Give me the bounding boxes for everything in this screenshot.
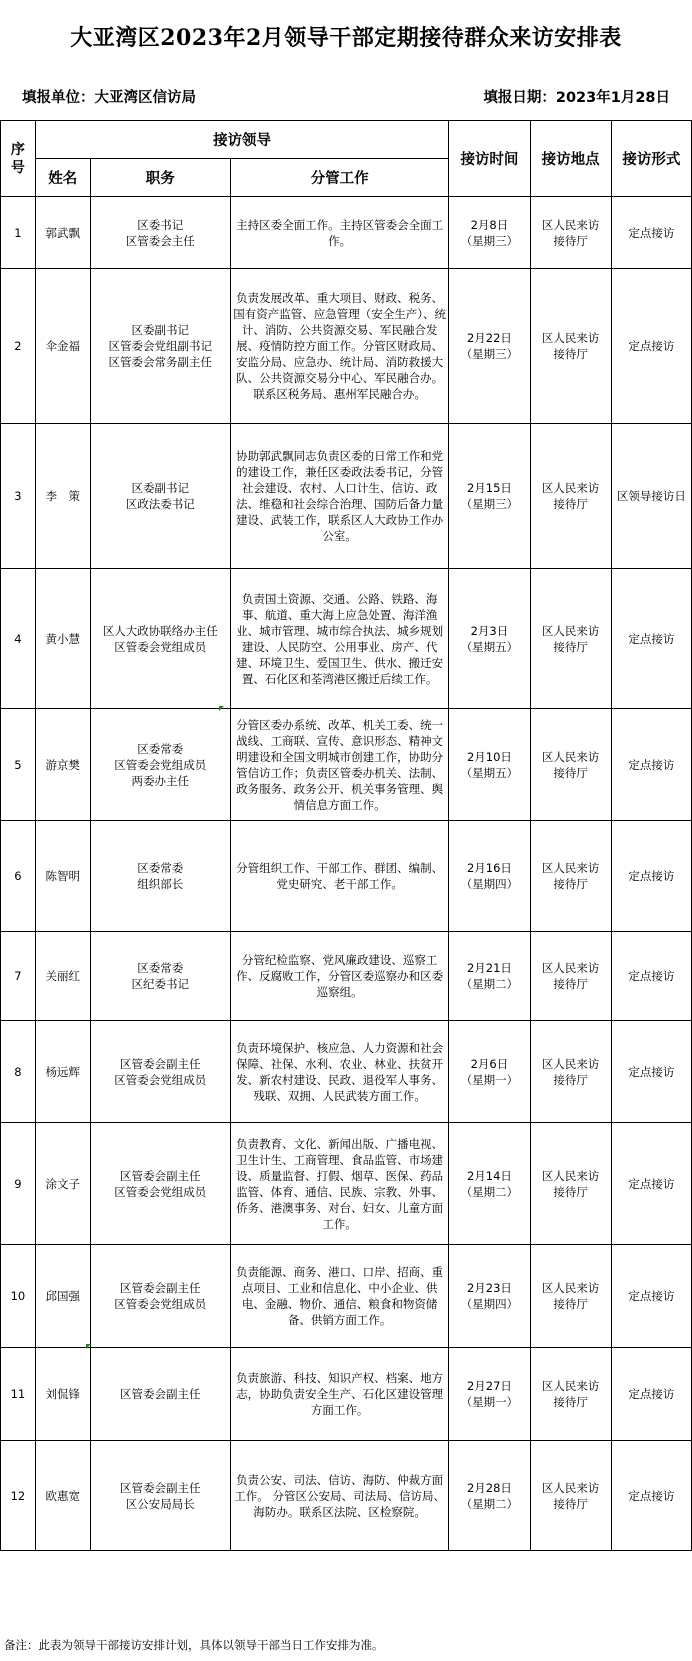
place-line: 区人民来访 [541,217,600,232]
cell-name: 杨远辉 [35,1021,90,1123]
cell-date [449,569,530,709]
header-time: 接访时间 [449,121,530,197]
visit-date: 2月14日 [466,1168,512,1183]
visit-date: 2月10日 [466,749,512,764]
cell-seq: 5 [1,709,36,821]
position-line: 区政法委书记 [125,497,195,511]
position-line: 区委副书记 [131,481,190,495]
cell-date [449,932,530,1021]
table-row [1,1021,692,1123]
schedule-table [0,120,692,1551]
visit-date: 2月28日 [466,1480,512,1495]
table-row [1,569,692,709]
table-row [1,424,692,569]
position-line: 区公安局局长 [125,1496,195,1511]
cell-work: 协助郭武飘同志负责区委的日常工作和党的建设工作，兼任区委政法委书记，分管社会建设、农村、人口计生、信访、政法、维稳和社会综合治理、国防后备力量建设、武装工作，联系区人大政协工作办公室。 [230,424,448,569]
visit-date: 2月27日 [466,1379,512,1393]
position-line: 区管委会副主任 [120,1281,201,1295]
position-line: 两委办主任 [131,773,190,788]
table-row [1,1245,692,1348]
cell-place [530,1123,611,1245]
cell-seq: 12 [1,1441,36,1551]
cell-name: 郭武飘 [35,197,90,269]
position-line: 区人大政协联络办主任 [102,623,218,638]
cell-name: 黄小慧 [35,569,90,709]
position-line: 区委副书记 [131,323,190,337]
visit-weekday: （星期一） [460,1395,519,1409]
cell-position [90,1348,230,1441]
cell-mode: 区领导接访日 [611,424,691,569]
position-line: 区纪委书记 [131,977,190,991]
cell-work: 负责发展改革、重大项目、财政、税务、国有资产监管、应急管理（安全生产）、统计、消防、公共资源交易、军民融合发展、疫情防控方面工作。分管区财政局、安监分局、应急办、统计局、消防救援大队、公共资源交易分中心、军民融合办。联系区税务局、惠州军民融合办。 [230,269,448,424]
cell-date [449,197,530,269]
table-row [1,269,692,424]
place-line: 区人民来访 [541,1379,600,1393]
cell-date [449,1245,530,1348]
cell-position [90,569,230,709]
report-date: 填报日期：2023年1月28日 [483,89,670,106]
cell-work: 负责教育、文化、新闻出版、广播电视、卫生计生、工商管理、食品监管、市场建设、质量监督、打假、烟草、医保、药品监管、体育、通信、民族、宗教、外事、侨务、港澳事务、对台、妇女、儿童方面工作。 [230,1123,448,1245]
cell-seq: 8 [1,1021,36,1123]
place-line: 区人民来访 [541,1168,600,1183]
visit-weekday: （星期三） [460,497,519,511]
place-line: 区人民来访 [541,1281,600,1295]
place-line: 接待厅 [553,1297,588,1311]
visit-weekday: （星期一） [460,1072,519,1087]
cell-seq: 10 [1,1245,36,1348]
place-line: 接待厅 [553,639,588,654]
cell-seq: 6 [1,821,36,932]
cell-mode: 定点接访 [611,1441,691,1551]
cell-position [90,932,230,1021]
place-line: 区人民来访 [541,861,600,875]
position-line: 区管委会副主任 [120,1480,201,1495]
visit-date: 2月16日 [466,861,512,875]
position-line: 区管委会常务副主任 [108,355,213,369]
reporting-unit: 填报单位：大亚湾区信访局 [22,89,196,106]
cell-place [530,569,611,709]
place-line: 接待厅 [553,233,588,248]
header-seq: 序号 [1,121,36,197]
cell-position [90,1123,230,1245]
place-line: 接待厅 [553,1496,588,1511]
header-position: 职务 [90,159,230,197]
place-line: 接待厅 [553,977,588,991]
cell-position [90,269,230,424]
position-line: 区管委会党组成员 [114,757,207,772]
cell-name: 涂文子 [35,1123,90,1245]
cell-position [90,197,230,269]
cell-work: 负责旅游、科技、知识产权、档案、地方志，协助负责安全生产、石化区建设管理方面工作。 [230,1348,448,1441]
page-title: 大亚湾区2023年2月领导干部定期接待群众来访安排表 [70,24,622,51]
cell-work: 负责环境保护、核应急、人力资源和社会保障、社保、水利、农业、林业、扶贫开发、新农村建设、民政、退役军人事务、残联、双拥、人民武装方面工作。 [230,1021,448,1123]
place-line: 区人民来访 [541,1480,600,1495]
visit-weekday: （星期四） [460,1297,519,1311]
cell-name: 伞金福 [35,269,90,424]
place-line: 接待厅 [553,1184,588,1199]
position-line: 区管委会副主任 [120,1168,201,1183]
cell-place [530,1021,611,1123]
cell-date [449,269,530,424]
cell-name: 陈智明 [35,821,90,932]
position-line: 区管委会党组成员 [114,639,207,654]
visit-date: 2月3日 [470,623,509,638]
cell-work: 分管组织工作、干部工作、群团、编制、党史研究、老干部工作。 [230,821,448,932]
visit-weekday: （星期五） [460,639,519,654]
cell-mode: 定点接访 [611,1021,691,1123]
cell-date [449,821,530,932]
cell-name: 邱国强 [35,1245,90,1348]
visit-date: 2月6日 [470,1056,509,1071]
report-meta [0,72,692,120]
cell-mode: 定点接访 [611,932,691,1021]
visit-date: 2月23日 [466,1281,512,1295]
cell-work: 分管纪检监察、党风廉政建设、巡察工作、反腐败工作，分管区委巡察办和区委巡察组。 [230,932,448,1021]
position-line: 区委书记 [137,217,184,232]
header-mode: 接访形式 [611,121,691,197]
cell-name: 李 策 [35,424,90,569]
place-line: 区人民来访 [541,1056,600,1071]
position-line: 区委常委 [137,961,184,975]
cell-seq: 7 [1,932,36,1021]
cell-date [449,1021,530,1123]
position-line: 区管委会党组成员 [114,1184,207,1199]
cell-position [90,821,230,932]
visit-date: 2月8日 [470,217,509,232]
visit-date: 2月15日 [466,481,512,495]
visit-weekday: （星期三） [460,233,519,248]
cell-name: 刘侃锋 [35,1348,90,1441]
cell-work: 分管区委办系统、改革、机关工委、统一战线、工商联、宣传、意识形态、精神文明建设和全国文明城市创建工作，协助分管信访工作；负责区管委办机关、法制、政务服务、政务公开、机关事务管理、舆情信息方面工作。 [230,709,448,821]
visit-weekday: （星期四） [460,877,519,891]
cell-mode: 定点接访 [611,197,691,269]
place-line: 区人民来访 [541,961,600,975]
visit-date: 2月22日 [466,331,512,345]
cell-name: 关丽红 [35,932,90,1021]
position-line: 区管委会党组成员 [114,1297,207,1311]
position-line: 区管委会党组成员 [114,1072,207,1087]
place-line: 接待厅 [553,1072,588,1087]
cell-place [530,1245,611,1348]
table-row [1,709,692,821]
table-row [1,1348,692,1441]
table-row [1,1441,692,1551]
cell-place [530,1348,611,1441]
cell-place [530,424,611,569]
position-line: 区管委会主任 [125,233,195,248]
header-work: 分管工作 [230,159,448,197]
cell-position [90,1021,230,1123]
cell-position [90,1245,230,1348]
cell-place [530,269,611,424]
visit-weekday: （星期三） [460,347,519,361]
header-place: 接访地点 [530,121,611,197]
table-row [1,1123,692,1245]
cell-date [449,709,530,821]
place-line: 区人民来访 [541,331,600,345]
cell-mode: 定点接访 [611,269,691,424]
cell-name: 游京樊 [35,709,90,821]
place-line: 区人民来访 [541,481,600,495]
visit-weekday: （星期五） [460,765,519,780]
cell-date [449,1123,530,1245]
footnote: 备注：此表为领导干部接访安排计划，具体以领导干部当日工作安排为准。 [4,1638,384,1652]
visit-weekday: （星期二） [460,977,519,991]
cell-seq: 9 [1,1123,36,1245]
cell-mode: 定点接访 [611,569,691,709]
cell-date [449,1348,530,1441]
cell-work: 负责公安、司法、信访、海防、仲裁方面工作。 分管区公安局、司法局、信访局、海防办。联系区法院、区检察院。 [230,1441,448,1551]
cell-mode: 定点接访 [611,821,691,932]
place-line: 区人民来访 [541,623,600,638]
cell-date [449,1441,530,1551]
cell-place [530,1441,611,1551]
cell-mode: 定点接访 [611,709,691,821]
cell-position [90,1441,230,1551]
table-row [1,821,692,932]
header-name: 姓名 [35,159,90,197]
cell-place [530,197,611,269]
cell-work: 负责国土资源、交通、公路、铁路、海事、航道、重大海上应急处置、海洋渔业、城市管理、城市综合执法、城乡规划建设、人民防空、公用事业、房产、代建、环境卫生、爱国卫生、供水、搬迁安置、石化区和荃湾港区搬迁后续工作。 [230,569,448,709]
cell-place [530,709,611,821]
cell-seq: 11 [1,1348,36,1441]
cell-seq: 3 [1,424,36,569]
cell-mode: 定点接访 [611,1123,691,1245]
header-leader-group: 接访领导 [35,121,449,159]
position-line: 区委常委 [137,861,184,875]
place-line: 接待厅 [553,497,588,511]
table-row [1,197,692,269]
cell-mode: 定点接访 [611,1348,691,1441]
visit-date: 2月21日 [466,961,512,975]
cell-comment-marker [86,1344,91,1349]
cell-seq: 2 [1,269,36,424]
cell-mode: 定点接访 [611,1245,691,1348]
visit-weekday: （星期二） [460,1184,519,1199]
cell-work: 主持区委全面工作。主持区管委会全面工作。 [230,197,448,269]
cell-seq: 4 [1,569,36,709]
table-row [1,932,692,1021]
position-line: 区管委会副主任 [120,1056,201,1071]
cell-place [530,821,611,932]
cell-position [90,424,230,569]
cell-seq: 1 [1,197,36,269]
position-line: 区委常委 [137,741,184,756]
visit-weekday: （星期二） [460,1496,519,1511]
cell-position [90,709,230,821]
place-line: 接待厅 [553,765,588,780]
place-line: 接待厅 [553,877,588,891]
cell-name: 欧惠宽 [35,1441,90,1551]
cell-work: 负责能源、商务、港口、口岸、招商、重点项目、工业和信息化、中小企业、供电、金融、物价、通信、粮食和物资储备、供销方面工作。 [230,1245,448,1348]
place-line: 接待厅 [553,1395,588,1409]
place-line: 区人民来访 [541,749,600,764]
cell-comment-marker [219,706,224,711]
place-line: 接待厅 [553,347,588,361]
cell-date [449,424,530,569]
cell-place [530,932,611,1021]
position-line: 区管委会副主任 [120,1387,201,1401]
position-line: 组织部长 [137,877,184,891]
position-line: 区管委会党组副书记 [108,339,213,353]
